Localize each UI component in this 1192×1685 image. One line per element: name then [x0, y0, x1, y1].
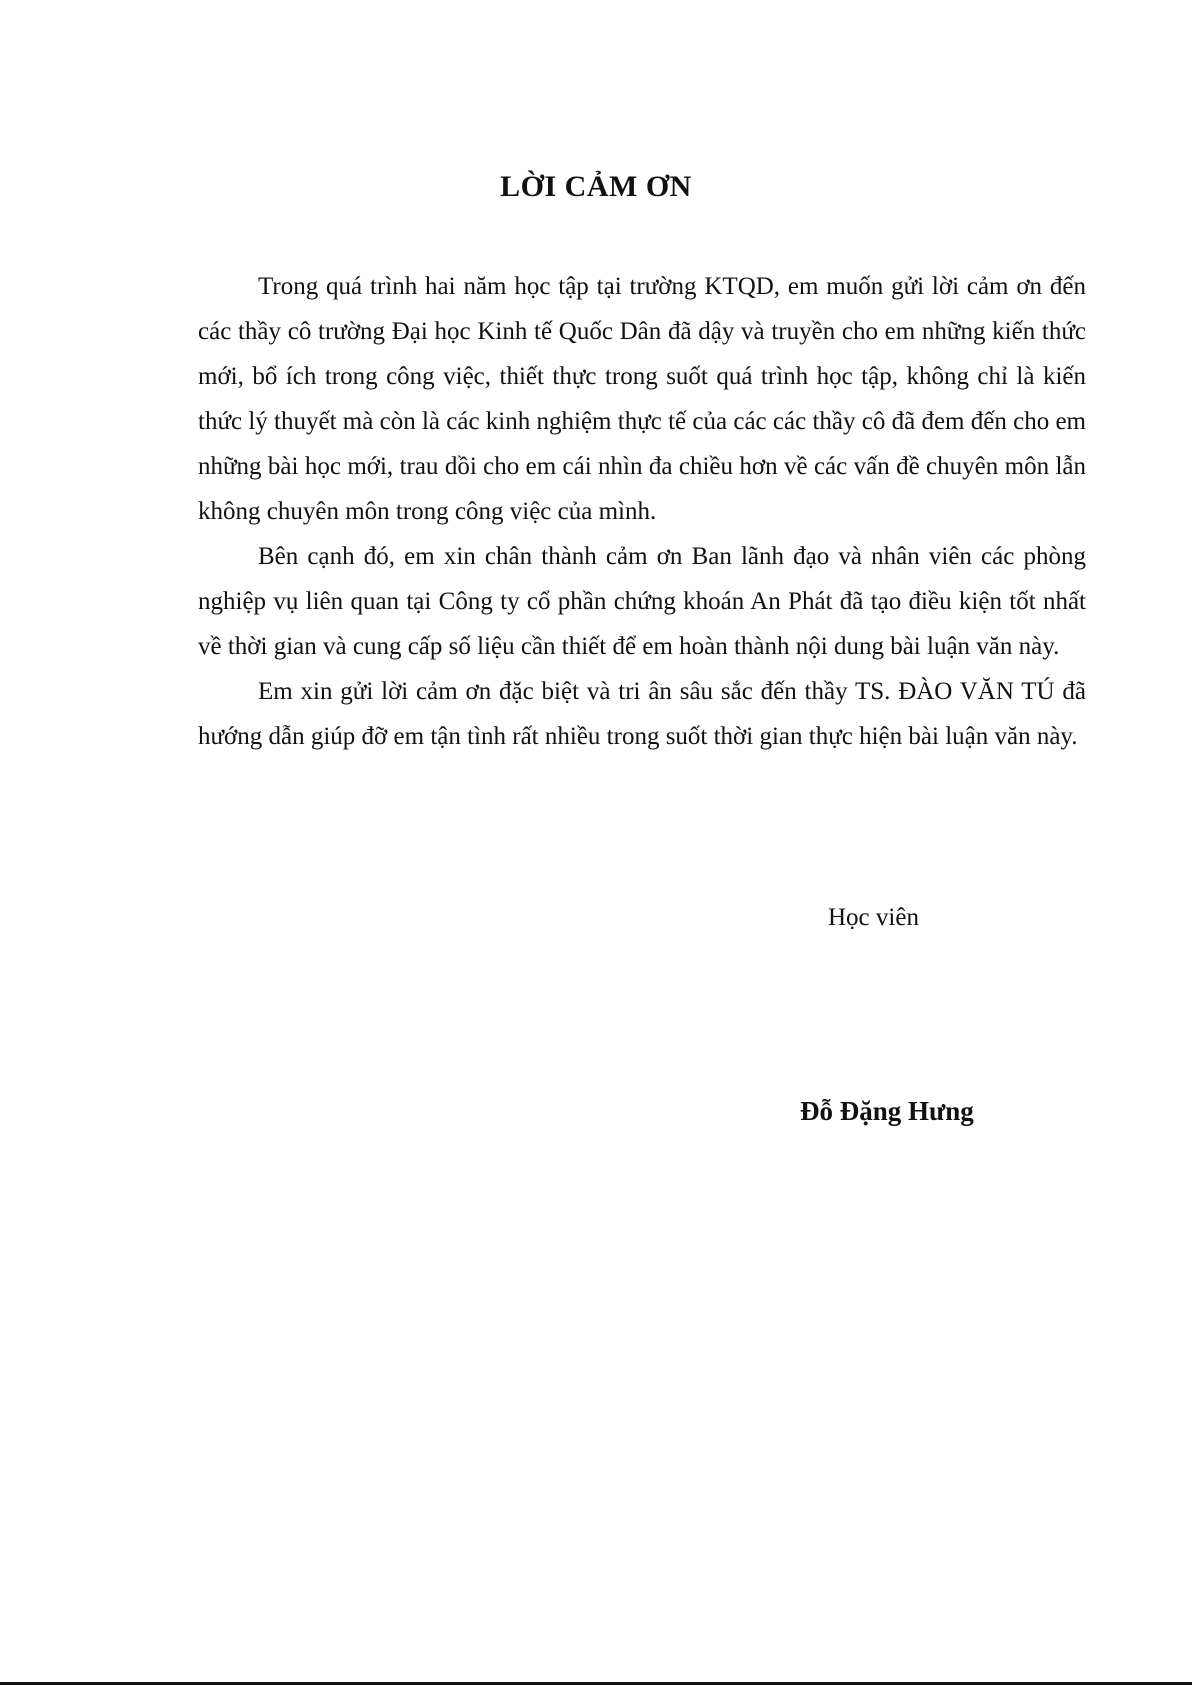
signoff-role: Học viên: [828, 904, 919, 931]
paragraph-1: Trong quá trình hai năm học tập tại trường KTQD, em muốn gửi lời cảm ơn đến các thầy cô trường Đại học Kinh tế Quốc Dân đã dậy và truyền cho em những kiến thức mới, bổ ích trong công việc, thiết thực trong suốt quá trình học tập, không chỉ là kiến thức lý thuyết mà còn là các kinh nghiệm thực tế của các các thầy cô đã đem đến cho em những bài học mới, trau dồi cho em cái nhìn đa chiều hơn về các vấn đề chuyên môn lẫn không chuyên môn trong công việc của mình.: [198, 273, 1086, 525]
page-title: LỜI CẢM ƠN: [500, 170, 692, 203]
paragraph-3: Em xin gửi lời cảm ơn đặc biệt và tri ân sâu sắc đến thầy TS. ĐÀO VĂN TÚ đã hướng dẫn giúp đỡ em tận tình rất nhiều trong suốt thời gian thực hiện bài luận văn này.: [198, 678, 1086, 750]
paragraph-2: Bên cạnh đó, em xin chân thành cảm ơn Ban lãnh đạo và nhân viên các phòng nghiệp vụ liên quan tại Công ty cổ phần chứng khoán An Phát đã tạo điều kiện tốt nhất về thời gian và cung cấp số liệu cần thiết để em hoàn thành nội dung bài luận văn này.: [198, 543, 1086, 660]
acknowledgement-body: [198, 264, 1086, 759]
signoff-name: Đỗ Đặng Hưng: [800, 1096, 974, 1126]
